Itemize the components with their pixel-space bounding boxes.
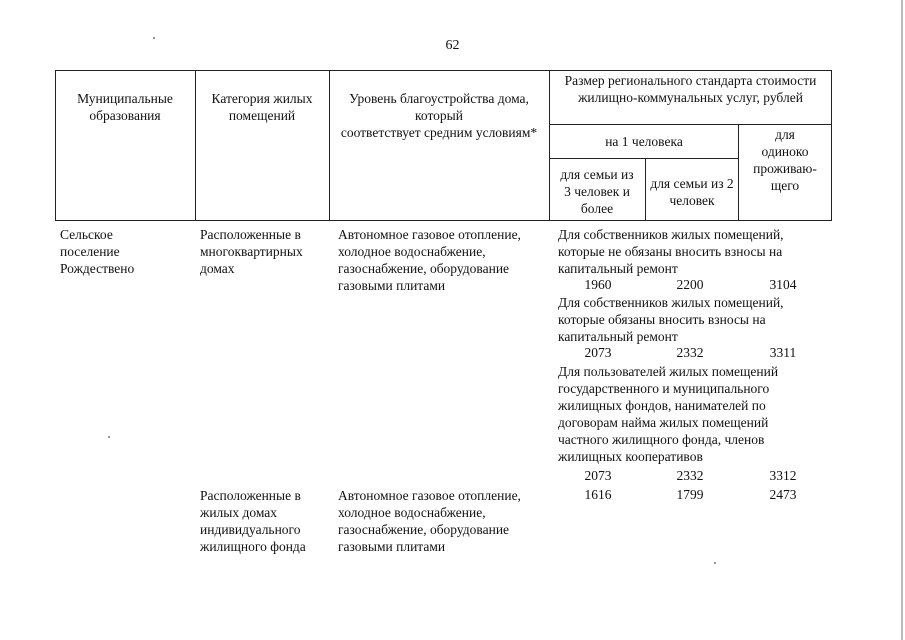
- row1-group2-value-family2: 2332: [676, 345, 704, 360]
- col-divider-1: [195, 70, 196, 221]
- row1-group3-value-single: 3312: [769, 468, 797, 483]
- header-family-2: для семьи из 2 человек: [650, 176, 734, 208]
- row1-group2-label: Для собственников жилых помещений, которые обязаны вносить взносы на капитальный ремонт: [558, 295, 784, 344]
- row1-group3-label: Для пользователей жилых помещений государственного и муниципального жилищных фондов, нанимателей по договорам найма жилых помещений частного жилищного фонда, членов жилищных кооперативов: [558, 364, 779, 464]
- header-category: Категория жилых помещений: [211, 91, 313, 123]
- header-per-person: на 1 человека: [605, 134, 683, 149]
- header-standard-size: Размер регионального стандарта стоимости жилищно-коммунальных услуг, рублей: [564, 73, 817, 105]
- header-amenities: Уровень благоустройства дома, который соответствует средним условиям*: [340, 91, 538, 140]
- row1-group1-value-single: 3104: [769, 277, 797, 292]
- col-divider-2: [329, 70, 330, 221]
- row1-amenities: Автономное газовое отопление, холодное водоснабжение, газоснабжение, оборудование газовыми плитами: [338, 227, 521, 293]
- table-right-border: [831, 70, 832, 221]
- row1-group2-value-family3: 2073: [584, 345, 612, 360]
- row2-category: Расположенные в жилых домах индивидуального жилищного фонда: [200, 488, 306, 554]
- col-divider-3: [549, 70, 550, 221]
- table-left-border: [55, 70, 56, 221]
- row1-group1-value-family3: 1960: [584, 277, 612, 292]
- row1-group2-value-single: 3311: [769, 345, 797, 360]
- row1-category: Расположенные в многоквартирных домах: [200, 227, 303, 276]
- row2-value-family2: 1799: [676, 487, 704, 502]
- scan-edge-shadow: [901, 0, 903, 640]
- page-number: 62: [445, 38, 460, 53]
- scan-speck: [714, 562, 716, 564]
- row1-group1-value-family2: 2200: [676, 277, 704, 292]
- row2-value-single: 2473: [769, 487, 797, 502]
- row1-group3-value-family3: 2073: [584, 468, 612, 483]
- row1-municipality: Сельское поселение Рождествено: [60, 227, 135, 276]
- header-sub-divider-1: [549, 124, 832, 125]
- header-bottom-border: [55, 220, 832, 221]
- header-municipality: Муниципальные образования: [77, 91, 173, 123]
- header-single: для одиноко проживаю-щего: [753, 127, 817, 193]
- header-family-3: для семьи из 3 человек и более: [560, 167, 634, 216]
- row1-group1-label: Для собственников жилых помещений, которые не обязаны вносить взносы на капитальный ремонт: [558, 227, 784, 276]
- scan-speck: [153, 37, 155, 39]
- header-sub-divider-2: [549, 158, 739, 159]
- table-top-border: [55, 70, 832, 71]
- row2-value-family3: 1616: [584, 487, 612, 502]
- scan-speck: [108, 436, 110, 438]
- row2-amenities: Автономное газовое отопление, холодное водоснабжение, газоснабжение, оборудование газовыми плитами: [338, 488, 521, 554]
- row1-group3-value-family2: 2332: [676, 468, 704, 483]
- col-divider-5: [738, 124, 739, 221]
- col-divider-4: [645, 158, 646, 221]
